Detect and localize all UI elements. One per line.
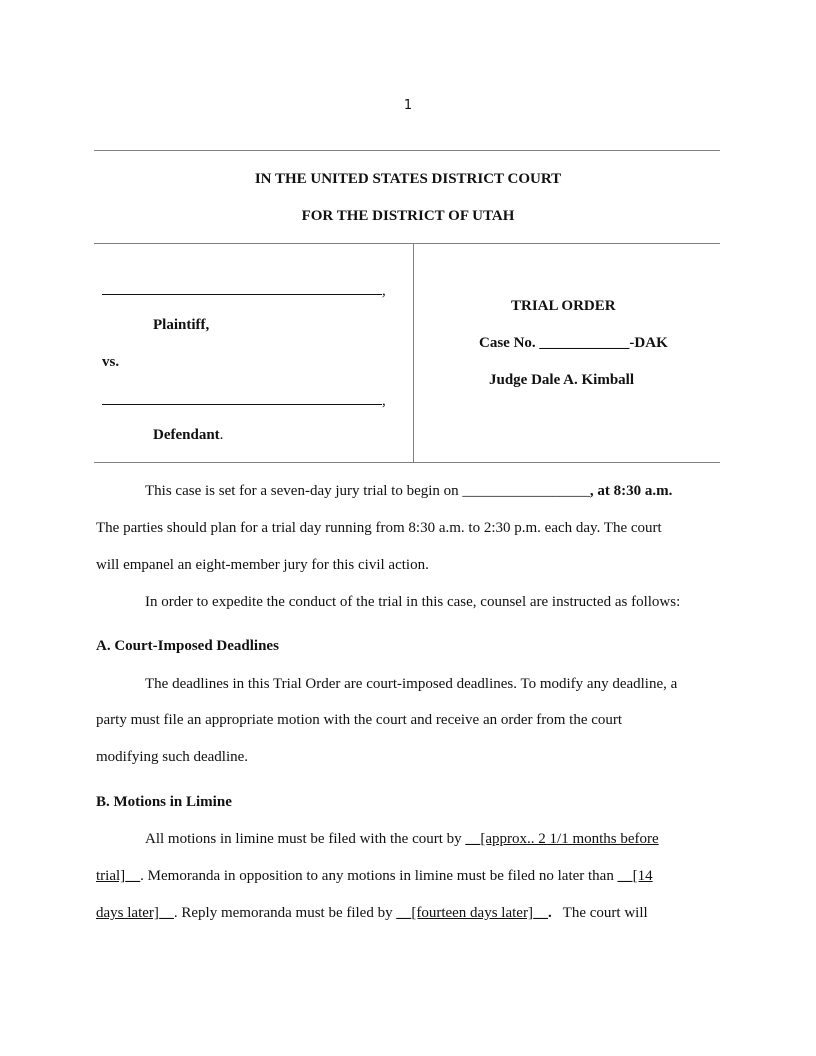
defendant-suffix: , — [382, 393, 386, 409]
section-a-heading: A. Court-Imposed Deadlines — [96, 638, 279, 654]
section-a-line-3: modifying such deadline. — [96, 749, 249, 765]
reply-deadline-period: . — [547, 905, 552, 921]
section-b-line-2 — [96, 868, 653, 885]
section-b-line-1-text: All motions in limine must be filed with the court by — [145, 831, 466, 847]
vs-label: vs. — [102, 354, 120, 370]
plaintiff-suffix: , — [382, 283, 386, 299]
defendant-label-text: Defendant — [153, 427, 220, 443]
intro-line-3: will empanel an eight-member jury for this civil action. — [96, 557, 429, 573]
case-number: Case No. ____________-DAK — [479, 335, 668, 351]
section-b-line-3-tail: The court will — [551, 905, 648, 921]
plaintiff-blank — [102, 282, 382, 295]
intro-line-1 — [145, 483, 672, 500]
judge-name: Judge Dale A. Kimball — [489, 372, 635, 388]
trial-order-title: TRIAL ORDER — [511, 298, 616, 314]
intro-line-2: The parties should plan for a trial day running from 8:30 a.m. to 2:30 p.m. each day. The court — [96, 520, 662, 536]
intro-line-4: In order to expedite the conduct of the trial in this case, counsel are instructed as follows: — [145, 594, 681, 610]
caption-divider — [413, 243, 414, 462]
section-b-line-3-text: . Reply memoranda must be filed by — [173, 905, 397, 921]
section-b-line-3 — [96, 905, 648, 922]
section-b-line-1 — [145, 831, 659, 848]
defendant-label — [153, 427, 223, 444]
reply-deadline-blank: __[fourteen days later]__ — [396, 905, 548, 921]
opposition-deadline-blank: __[14 — [617, 868, 653, 884]
defendant-label-period: . — [219, 427, 224, 443]
section-a-line-1: The deadlines in this Trial Order are court-imposed deadlines. To modify any deadline, a — [145, 676, 678, 692]
caption-top-rule — [94, 243, 720, 244]
top-rule — [94, 150, 720, 151]
opposition-deadline-blank-end: days later]__ — [96, 905, 174, 921]
limine-deadline-blank: __[approx.. 2 1/1 months before — [465, 831, 659, 847]
defendant-name-line — [102, 392, 386, 410]
caption-bottom-rule — [94, 462, 720, 463]
plaintiff-label: Plaintiff, — [153, 317, 210, 333]
defendant-blank — [102, 392, 382, 405]
court-title-line1: IN THE UNITED STATES DISTRICT COURT — [254, 171, 562, 187]
limine-deadline-blank-end: trial]__ — [96, 868, 141, 884]
section-b-line-2-text: . Memoranda in opposition to any motions in limine must be filed no later than — [140, 868, 618, 884]
page-number: 1 — [403, 98, 413, 113]
section-a-line-2: party must file an appropriate motion with the court and receive an order from the court — [96, 712, 623, 728]
intro-line-1-time: , at 8:30 a.m. — [589, 483, 673, 499]
court-title-line2: FOR THE DISTRICT OF UTAH — [301, 208, 515, 224]
plaintiff-name-line — [102, 282, 386, 300]
section-b-heading: B. Motions in Limine — [96, 794, 232, 810]
intro-line-1-text: This case is set for a seven-day jury trial to begin on _________________ — [145, 483, 590, 499]
